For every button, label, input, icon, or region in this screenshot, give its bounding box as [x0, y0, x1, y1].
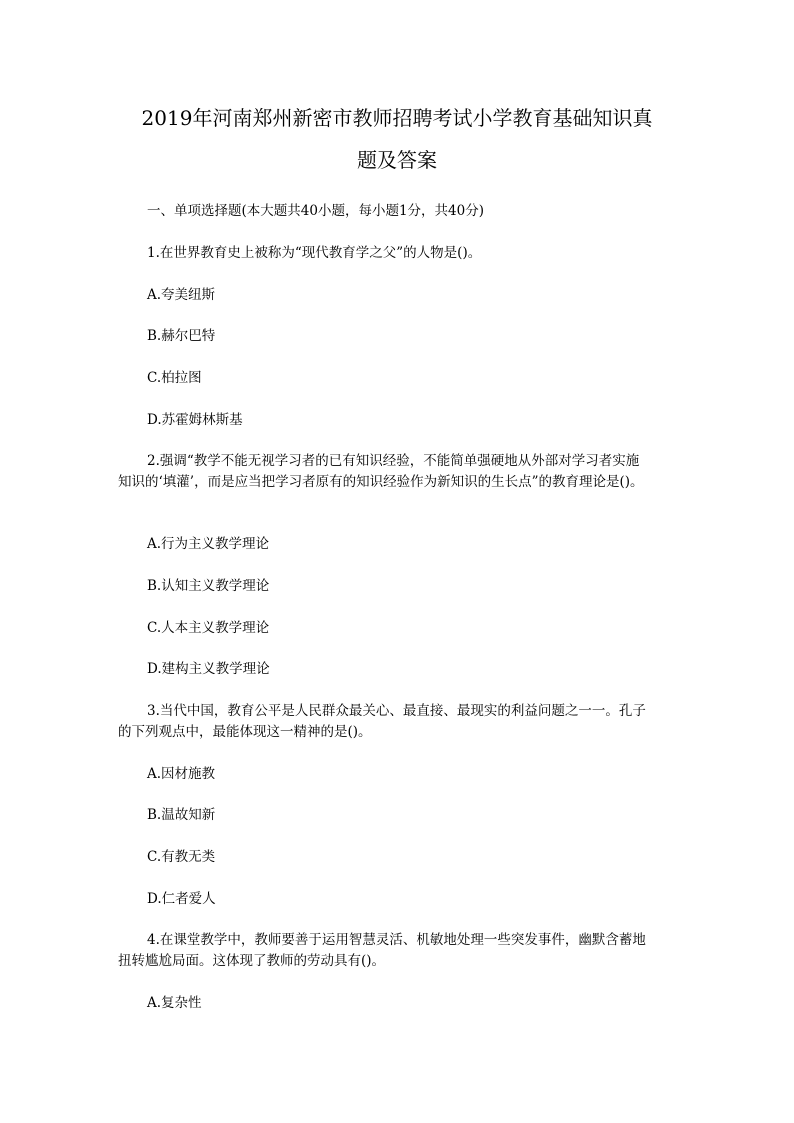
section-heading: 一、单项选择题(本大题共40小题，每小题1分，共40分) — [147, 203, 484, 219]
question-3-option-b: B.温故知新 — [147, 807, 216, 823]
question-3-text-line-1: 3.当代中国，教育公平是人民群众最关心、最直接、最现实的利益问题之一一。孔子 — [147, 703, 646, 719]
question-2-option-d: D.建构主义教学理论 — [147, 661, 270, 677]
question-2-option-c: C.人本主义教学理论 — [147, 620, 270, 636]
question-2-option-b: B.认知主义教学理论 — [147, 578, 270, 594]
question-1-option-c: C.柏拉图 — [147, 370, 202, 386]
document-title-line-1: 2019年河南郑州新密市教师招聘考试小学教育基础知识真 — [141, 106, 653, 130]
question-2-text-line-2: 知识的‘填灌’，而是应当把学习者原有的知识经验作为新知识的生长点”的教育理论是()。 — [118, 474, 644, 490]
question-3-option-d: D.仁者爱人 — [147, 891, 216, 907]
question-4-text-line-1: 4.在课堂教学中，教师要善于运用智慧灵活、机敏地处理一些突发事件，幽默含蓄地 — [147, 932, 646, 948]
question-2-text-line-1: 2.强调“教学不能无视学习者的已有知识经验，不能简单强硬地从外部对学习者实施 — [147, 453, 640, 469]
question-1-text: 1.在世界教育史上被称为“现代教育学之父”的人物是()。 — [147, 245, 482, 261]
question-2-option-a: A.行为主义教学理论 — [147, 536, 270, 552]
question-4-text-line-2: 扭转尴尬局面。这体现了教师的劳动具有()。 — [118, 953, 386, 969]
question-1-option-b: B.赫尔巴特 — [147, 328, 216, 344]
question-4-option-a: A.复杂性 — [147, 995, 202, 1011]
document-title-line-2: 题及答案 — [357, 148, 437, 172]
question-1-option-a: A.夸美纽斯 — [147, 287, 216, 303]
question-1-option-d: D.苏霍姆林斯基 — [147, 412, 243, 428]
question-3-option-c: C.有教无类 — [147, 849, 216, 865]
question-3-text-line-2: 的下列观点中，最能体现这一精神的是()。 — [118, 724, 372, 740]
question-3-option-a: A.因材施教 — [147, 766, 216, 782]
